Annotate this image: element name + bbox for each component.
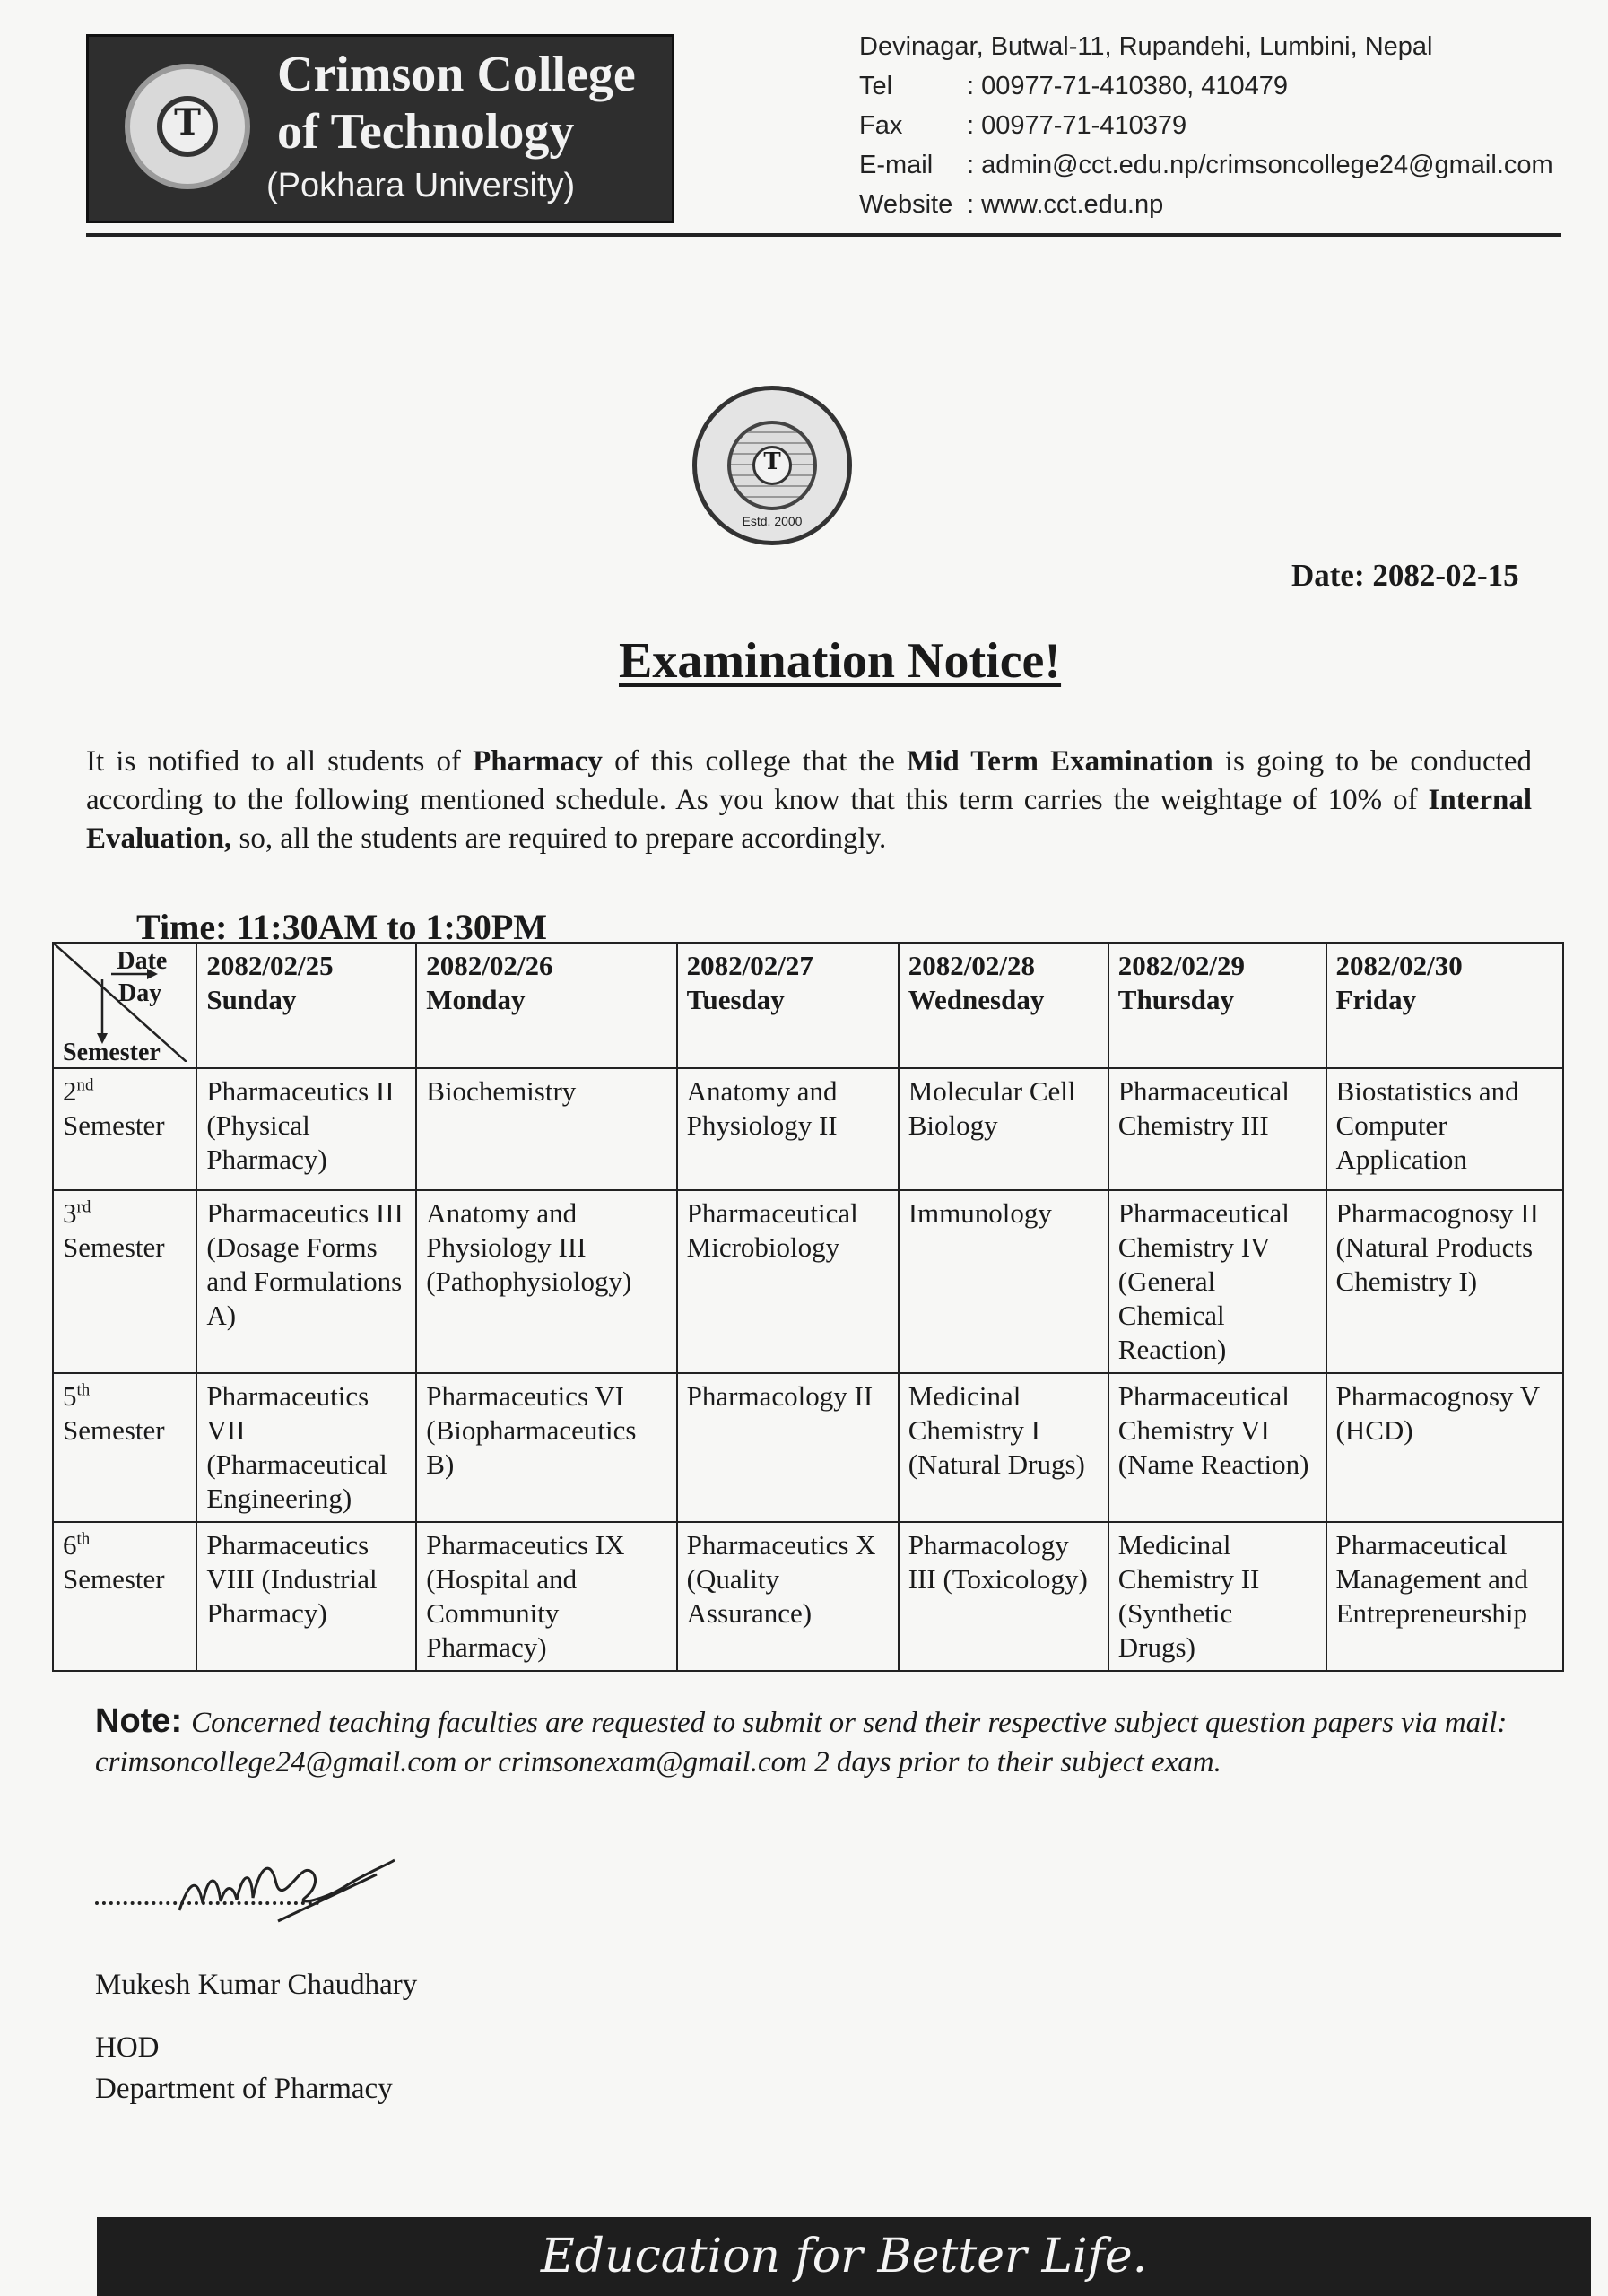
column-header bbox=[899, 943, 1108, 1068]
subject-cell: Pharmacology II bbox=[677, 1373, 899, 1522]
note-block bbox=[95, 1702, 1557, 1782]
website-value: : www.cct.edu.np bbox=[967, 190, 1164, 219]
note-label: Note: bbox=[95, 1702, 183, 1740]
subject-cell: Medicinal Chemistry II (Synthetic Drugs) bbox=[1108, 1522, 1326, 1671]
table-row bbox=[53, 1373, 1563, 1522]
semester-number: 3 bbox=[63, 1197, 77, 1229]
column-day: Friday bbox=[1335, 984, 1417, 1015]
email-value: : admin@cct.edu.np/crimsoncollege24@gmail.com bbox=[967, 151, 1553, 179]
emblem-letter: T bbox=[157, 96, 218, 157]
college-name bbox=[277, 46, 636, 161]
column-date: 2082/02/30 bbox=[1335, 950, 1463, 981]
subject-cell: Pharmaceutics III (Dosage Forms and Formulations A) bbox=[196, 1190, 416, 1373]
subject-cell: Pharmacology III (Toxicology) bbox=[899, 1522, 1108, 1671]
semester-suffix: nd bbox=[76, 1075, 94, 1095]
college-seal-icon bbox=[692, 386, 852, 545]
column-header bbox=[1326, 943, 1563, 1068]
semester-label: Semester bbox=[63, 1414, 165, 1446]
column-header bbox=[677, 943, 899, 1068]
corner-header-cell bbox=[53, 943, 196, 1068]
subject-cell: Immunology bbox=[899, 1190, 1108, 1373]
tel-value: : 00977-71-410380, 410479 bbox=[967, 72, 1288, 100]
signatory-name: Mukesh Kumar Chaudhary bbox=[95, 1969, 418, 2001]
subject-cell: Anatomy and Physiology III (Pathophysiology) bbox=[416, 1190, 676, 1373]
column-day: Tuesday bbox=[686, 984, 785, 1015]
corner-semester-label: Semester bbox=[63, 1039, 161, 1066]
column-day: Wednesday bbox=[908, 984, 1045, 1015]
subject-cell: Anatomy and Physiology II bbox=[677, 1068, 899, 1190]
subject-cell: Molecular Cell Biology bbox=[899, 1068, 1108, 1190]
university-affiliation: (Pokhara University) bbox=[266, 167, 576, 204]
email-row bbox=[859, 145, 1553, 185]
subject-cell: Pharmaceutical Microbiology bbox=[677, 1190, 899, 1373]
column-date: 2082/02/25 bbox=[206, 950, 334, 981]
footer-tagline: Education for Better Life. bbox=[97, 2217, 1591, 2296]
subject-cell: Pharmaceutics II (Physical Pharmacy) bbox=[196, 1068, 416, 1190]
college-emblem-icon bbox=[125, 64, 250, 189]
tel-row bbox=[859, 66, 1553, 106]
subject-cell: Pharmaceutics VI (Biopharmaceutics B) bbox=[416, 1373, 676, 1522]
column-date: 2082/02/27 bbox=[686, 950, 813, 981]
fax-label: Fax bbox=[859, 111, 903, 140]
college-logo-banner bbox=[86, 34, 674, 223]
table-row bbox=[53, 1068, 1563, 1190]
column-date: 2082/02/28 bbox=[908, 950, 1035, 981]
table-row bbox=[53, 1190, 1563, 1373]
semester-suffix: rd bbox=[76, 1197, 91, 1217]
subject-cell: Pharmaceutics X (Quality Assurance) bbox=[677, 1522, 899, 1671]
subject-cell: Pharmaceutical Chemistry III bbox=[1108, 1068, 1326, 1190]
notice-title: Examination Notice! bbox=[619, 633, 1062, 689]
header-divider bbox=[86, 233, 1561, 237]
body-bold-2: Mid Term Examination bbox=[907, 745, 1213, 778]
signatory-role: HOD bbox=[95, 2031, 160, 2064]
column-header bbox=[1108, 943, 1326, 1068]
column-header bbox=[196, 943, 416, 1068]
semester-cell bbox=[53, 1068, 196, 1190]
semester-label: Semester bbox=[63, 1231, 165, 1263]
contact-block bbox=[859, 27, 1553, 224]
college-name-line1: Crimson College bbox=[277, 47, 636, 102]
website-row bbox=[859, 185, 1553, 224]
subject-cell: Pharmaceutics IX (Hospital and Community Pharmacy) bbox=[416, 1522, 676, 1671]
column-day: Monday bbox=[426, 984, 526, 1015]
note-text: Concerned teaching faculties are requested to submit or send their respective subject question papers via mail: crimsoncollege24@gmail.com or crimsonexam@gmail.com 2 days prior to their subject exam. bbox=[95, 1707, 1508, 1779]
semester-cell bbox=[53, 1373, 196, 1522]
semester-suffix: th bbox=[76, 1380, 91, 1400]
exam-time: Time: 11:30AM to 1:30PM bbox=[136, 907, 548, 947]
address: Devinagar, Butwal-11, Rupandehi, Lumbini, Nepal bbox=[859, 32, 1433, 61]
website-label: Website bbox=[859, 190, 953, 219]
semester-number: 5 bbox=[63, 1380, 77, 1412]
signatory-department: Department of Pharmacy bbox=[95, 2073, 393, 2105]
corner-date-label: Date bbox=[117, 947, 168, 975]
tel-label: Tel bbox=[859, 72, 893, 100]
fax-row bbox=[859, 106, 1553, 145]
notice-body bbox=[86, 743, 1532, 858]
semester-label: Semester bbox=[63, 1563, 165, 1595]
body-bold-3: Internal Evaluation, bbox=[86, 784, 1532, 855]
subject-cell: Medicinal Chemistry I (Natural Drugs) bbox=[899, 1373, 1108, 1522]
handwritten-signature bbox=[170, 1848, 404, 1928]
subject-cell: Pharmaceutics VIII (Industrial Pharmacy) bbox=[196, 1522, 416, 1671]
signatory-block bbox=[95, 1964, 417, 2109]
column-date: 2082/02/29 bbox=[1117, 950, 1246, 981]
notice-date: Date: 2082-02-15 bbox=[1291, 558, 1519, 593]
body-text-4: so, all the students are required to prepare accordingly. bbox=[231, 822, 887, 855]
table-row bbox=[53, 1522, 1563, 1671]
corner-day-label: Day bbox=[118, 979, 162, 1007]
body-text-3: is going to be conducted according to the following mentioned schedule. As you know that this term carries the weightage of 10% of bbox=[86, 745, 1533, 816]
semester-number: 2 bbox=[63, 1075, 77, 1107]
subject-cell: Pharmaceutics VII (Pharmaceutical Engineering) bbox=[196, 1373, 416, 1522]
subject-cell: Pharmacognosy II (Natural Products Chemistry I) bbox=[1326, 1190, 1563, 1373]
column-day: Thursday bbox=[1117, 984, 1235, 1015]
college-name-line2: of Technology bbox=[277, 104, 575, 160]
column-date: 2082/02/26 bbox=[426, 950, 553, 981]
semester-label: Semester bbox=[63, 1109, 165, 1141]
body-text-1: It is notified to all students of bbox=[86, 745, 474, 778]
seal-letter: T bbox=[752, 446, 792, 485]
semester-suffix: th bbox=[76, 1529, 91, 1549]
exam-schedule-table bbox=[52, 942, 1564, 1672]
body-bold-1: Pharmacy bbox=[473, 745, 603, 778]
semester-cell bbox=[53, 1190, 196, 1373]
semester-number: 6 bbox=[63, 1529, 77, 1561]
column-header bbox=[416, 943, 676, 1068]
column-day: Sunday bbox=[206, 984, 297, 1015]
fax-value: : 00977-71-410379 bbox=[967, 111, 1187, 140]
subject-cell: Biochemistry bbox=[416, 1068, 676, 1190]
seal-established: Estd. 2000 bbox=[740, 514, 804, 528]
signature-line bbox=[95, 1901, 319, 1905]
email-label: E-mail bbox=[859, 151, 934, 179]
subject-cell: Biostatistics and Computer Application bbox=[1326, 1068, 1563, 1190]
subject-cell: Pharmaceutical Management and Entrepreneurship bbox=[1326, 1522, 1563, 1671]
subject-cell: Pharmacognosy V (HCD) bbox=[1326, 1373, 1563, 1522]
subject-cell: Pharmaceutical Chemistry IV (General Chemical Reaction) bbox=[1108, 1190, 1326, 1373]
semester-cell bbox=[53, 1522, 196, 1671]
body-text-2: of this college that the bbox=[602, 745, 908, 778]
table-header-row bbox=[53, 943, 1563, 1068]
subject-cell: Pharmaceutical Chemistry VI (Name Reaction) bbox=[1108, 1373, 1326, 1522]
